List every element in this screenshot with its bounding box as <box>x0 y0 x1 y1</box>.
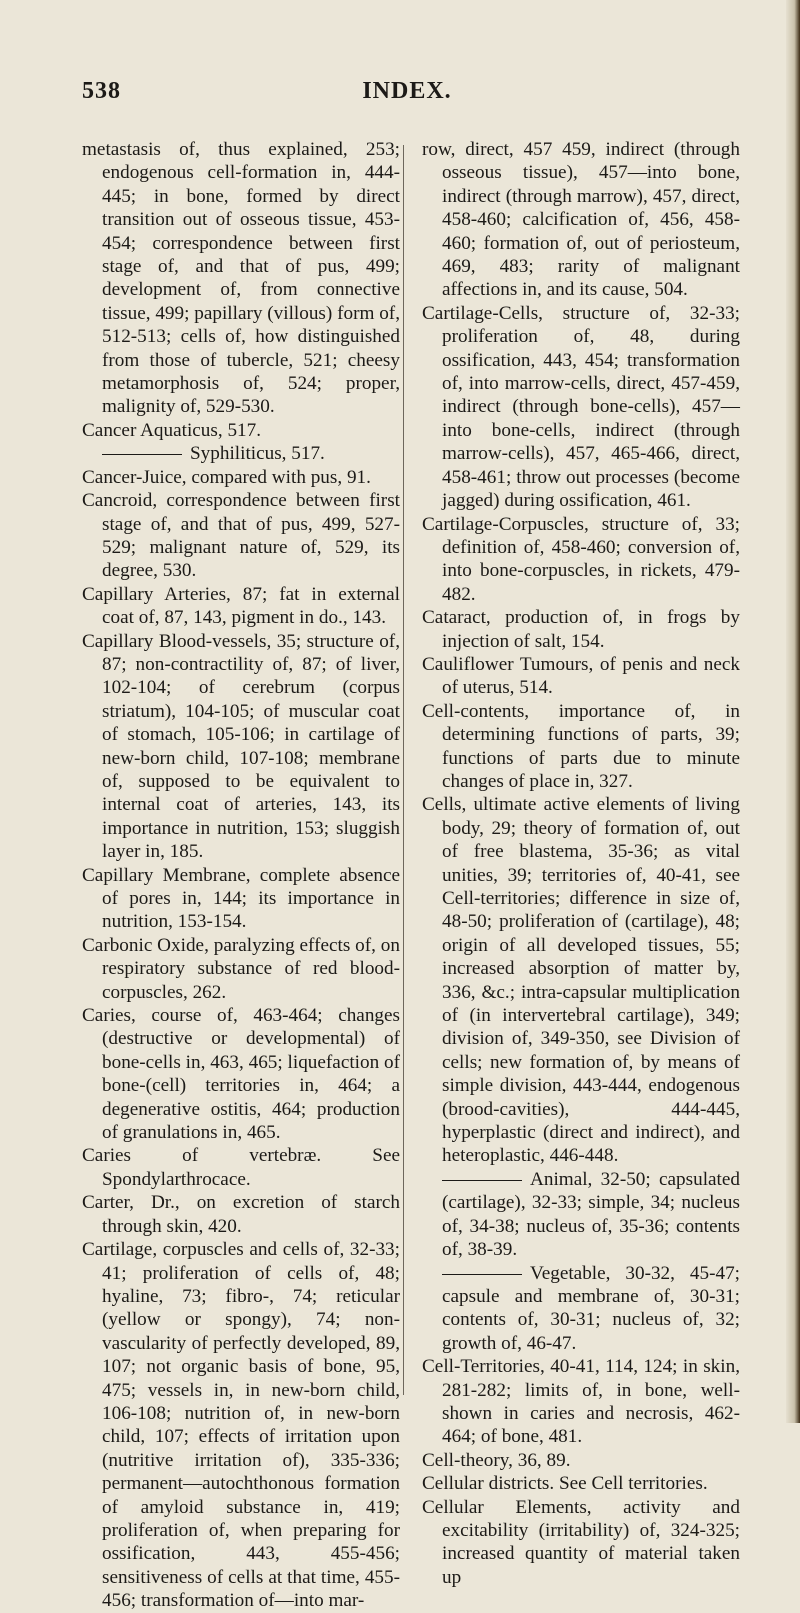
index-entry: Capillary Membrane, complete absence of pores in, 144; its importance in nutrition, 153-154. <box>82 864 400 933</box>
index-entry: Carbonic Oxide, paralyzing effects of, on respiratory substance of red blood-corpuscles, 262. <box>82 934 400 1003</box>
index-entry: Cell-contents, importance of, in determining functions of parts, 39; functions of parts due to minute changes of place in, 327. <box>422 700 740 792</box>
index-entry: Cell-theory, 36, 89. <box>422 1449 571 1471</box>
index-entry: Capillary Arteries, 87; fat in external coat of, 87, 143, pigment in do., 143. <box>82 583 400 629</box>
ditto-rule <box>102 454 182 455</box>
running-head: INDEX. <box>362 78 452 104</box>
index-entry: Cancer Aquaticus, 517. <box>82 419 262 441</box>
index-subentry <box>82 442 400 465</box>
index-entry: Carter, Dr., on excretion of starch through skin, 420. <box>82 1192 400 1237</box>
index-entry: Cauliflower Tumours, of penis and neck of uterus, 514. <box>422 653 740 699</box>
index-subentry-text: Syphiliticus, 517. <box>190 443 325 465</box>
right-column <box>422 138 740 1589</box>
index-subentry-text: Vegetable, 30-32, 45-47; capsule and membrane of, 30-31; contents of, 30-31; nucleus of, 32; growth of, 46-47. <box>442 1262 740 1354</box>
page-header <box>82 78 732 118</box>
left-column <box>82 138 400 1613</box>
index-subentry-text: Animal, 32-50; capsulated (cartilage), 32-33; simple, 34; nucleus of, 34-38; nucleus of, 35-36; contents of, 38-39. <box>442 1168 740 1261</box>
index-entry: Cells, ultimate active elements of living body, 29; theory of formation of, out of free blastema, 35-36; as vital unities, 39; territories of, 40-41, see Cell-territories; difference in size of, 48-50; proliferation of (cartilage), 48; origin of all developed tissues, 55; increased absorption of matter by, 336, &c.; intra-capsular multiplication of (in intervertebral cartilage), 349; division of, 349-350, see Division of cells; new formation of, by means of simple division, 443-444, endogenous (brood-cavities), 444-445, hyperplastic (direct and indirect), and heteroplastic, 446-448. <box>422 794 740 1167</box>
page-number: 538 <box>82 78 121 104</box>
index-entry: Cartilage-Cells, structure of, 32-33; proliferation of, 48, during ossification, 443, 454; transformation of, into marrow-cells, direct, 457-459, indirect (through bone-cells), 457—into bone-cells, indirect (through marrow-cells), 457, 465-466, direct, 458-461; throw out processes (become jagged) during ossification, 461. <box>422 302 740 512</box>
index-entry: Capillary Blood-vessels, 35; structure of, 87; non-contractility of, 87; of liver, 102-104; of cerebrum (corpus striatum), 104-105; of muscular coat of stomach, 105-106; in cartilage of new-born child, 107-108; membrane of, supposed to be equivalent to internal coat of arteries, 143, its importance in nutrition, 153; sluggish layer in, 185. <box>82 630 400 863</box>
index-entry: Cell-Territories, 40-41, 114, 124; in skin, 281-282; limits of, in bone, well-shown in caries and necrosis, 462-464; of bone, 481. <box>422 1356 740 1448</box>
index-entry: Cellular districts. See Cell territories. <box>422 1473 708 1495</box>
ditto-rule <box>442 1274 522 1275</box>
ditto-rule <box>442 1180 522 1181</box>
column-divider <box>403 145 404 1395</box>
index-subentry <box>422 1168 740 1262</box>
index-entry: Cellular Elements, activity and excitability (irritability) of, 324-325; increased quantity of material taken up <box>422 1496 740 1588</box>
index-entry: Caries, course of, 463-464; changes (destructive or developmental) of bone-cells in, 463, 465; liquefaction of bone-(cell) territories in, 464; a degenerative ostitis, 464; production of granulations in, 465. <box>82 1005 400 1144</box>
page-edge <box>786 0 800 1423</box>
index-entry: metastasis of, thus explained, 253; endogenous cell-formation in, 444-445; in bone, formed by direct transition out of osseous tissue, 453-454; correspondence between first stage of, and that of pus, 499; development of, from connective tissue, 499; papillary (villous) form of, 512-513; cells of, how distinguished from those of tubercle, 521; cheesy metamorphosis of, 524; proper, malignity of, 529-530. <box>82 139 400 418</box>
index-entry: Cancer-Juice, compared with pus, 91. <box>82 466 371 488</box>
index-entry: Cancroid, correspondence between first stage of, and that of pus, 499, 527-529; malignant nature of, 529, its degree, 530. <box>82 490 400 582</box>
index-entry: row, direct, 457 459, indirect (through osseous tissue), 457—into bone, indirect (through marrow), 457, direct, 458-460; calcification of, 456, 458-460; formation of, out of periosteum, 469, 483; rarity of malignant affections in, and its cause, 504. <box>422 139 740 301</box>
index-entry: Cartilage, corpuscles and cells of, 32-33; 41; proliferation of cells of, 48; hyaline, 73; fibro-, 74; reticular (yellow or spongy), 74; non-vascularity of perfectly developed, 89, 107; not organic basis of bone, 95, 475; vessels in, in new-born child, 106-108; nutrition of, in new-born child, 107; effects of irritation upon (nutritive irritation of), 335-336; permanent—autochthonous formation of amyloid substance in, 419; proliferation of, when preparing for ossification, 443, 455-456; sensitiveness of cells at that time, 455-456; transformation of—into mar- <box>82 1239 400 1612</box>
index-subentry <box>422 1262 740 1356</box>
index-entry: Cataract, production of, in frogs by injection of salt, 154. <box>422 607 740 652</box>
index-entry: Caries of vertebræ. See Spondylarthrocace. <box>82 1145 400 1190</box>
index-entry: Cartilage-Corpuscles, structure of, 33; definition of, 458-460; conversion of, into bone-corpuscles, in rickets, 479-482. <box>422 513 740 605</box>
